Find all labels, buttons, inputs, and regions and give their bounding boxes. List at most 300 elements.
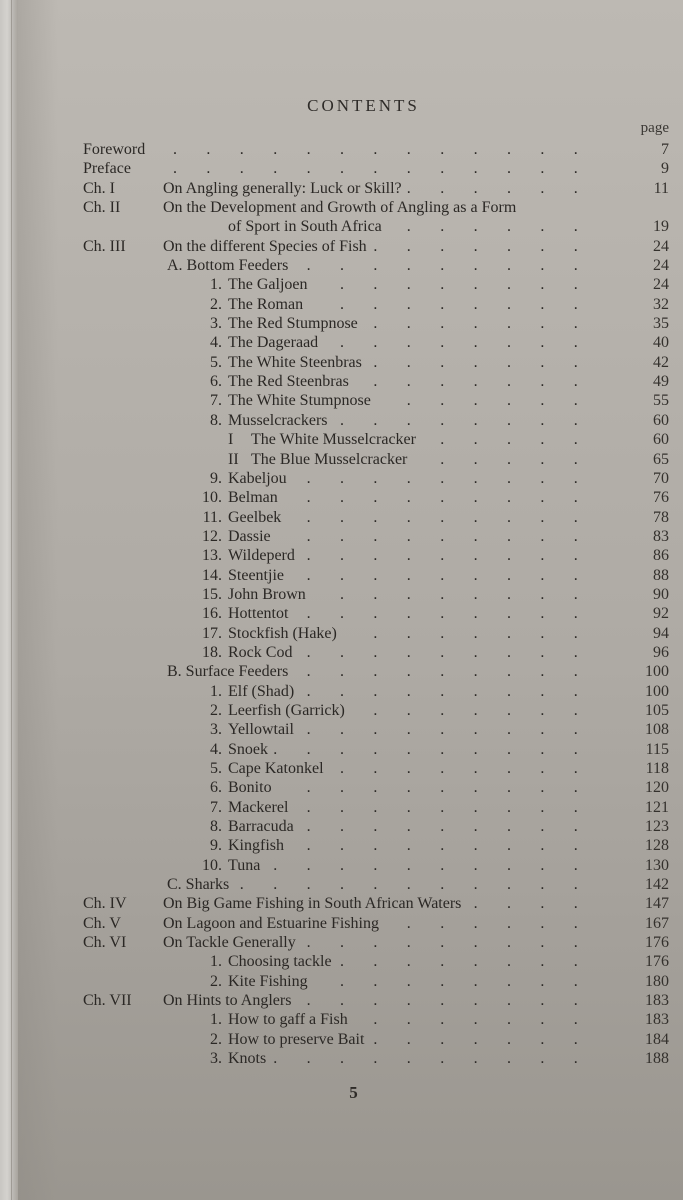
leader-dot: . <box>440 663 445 681</box>
page-column-heading: page <box>640 120 669 136</box>
leader-dot: . <box>373 527 378 545</box>
leader-dot: . <box>573 508 578 526</box>
leader-dot: . <box>573 276 578 294</box>
leader-dot: . <box>507 663 511 681</box>
leader-dot: . <box>473 547 478 565</box>
table-of-contents <box>0 140 683 1069</box>
toc-entry <box>0 914 683 933</box>
leader-dot: . <box>540 1011 545 1029</box>
toc-entry <box>0 856 683 875</box>
leader-dot: . <box>573 837 578 855</box>
leader-dot: . <box>573 469 578 487</box>
leader-dot: . <box>340 295 344 313</box>
leader-dot: . <box>306 992 311 1010</box>
leader-dot: . <box>507 1030 511 1048</box>
leader-dot: . <box>373 934 378 952</box>
leader-dot: . <box>440 489 445 507</box>
leader-dot: . <box>573 257 578 275</box>
toc-entry-label: Ch. IV <box>83 895 127 913</box>
toc-entry-number: 3. <box>210 721 222 739</box>
toc-entry <box>0 488 683 507</box>
leader-dot: . <box>440 392 445 410</box>
toc-entry <box>0 391 683 410</box>
leader-dot: . <box>373 257 378 275</box>
toc-entry-title: The Galjoen <box>228 276 308 294</box>
leader-dot: . <box>573 218 578 236</box>
leader-dot: . <box>373 469 378 487</box>
toc-entry-page: 11 <box>653 179 669 197</box>
toc-entry-page: 86 <box>653 547 669 565</box>
leader-dot: . <box>340 740 344 758</box>
toc-entry <box>0 256 683 275</box>
leader-dot: . <box>406 547 411 565</box>
toc-entry-page: 176 <box>645 953 669 971</box>
leader-dot: . <box>373 160 378 178</box>
leader-dot: . <box>507 431 511 449</box>
leader-dot: . <box>473 682 478 700</box>
toc-entry-title: The White Musselcracker <box>251 431 416 449</box>
leader-dot: . <box>507 353 511 371</box>
leader-dot: . <box>473 160 478 178</box>
leader-dot: . <box>540 760 545 777</box>
leader-dot: . <box>406 295 411 313</box>
leader-dot: . <box>406 334 411 352</box>
toc-entry-title: Kite Fishing <box>228 972 308 990</box>
leader-dot: . <box>473 237 478 255</box>
toc-entry-title: A. Bottom Feeders <box>167 257 289 275</box>
toc-entry-number: 6. <box>210 373 222 391</box>
leader-dot: . <box>373 547 378 565</box>
leader-dot: . <box>406 527 411 545</box>
leader-dot: . <box>540 914 545 932</box>
leader-dot: . <box>306 643 311 661</box>
leader-dot: . <box>473 972 478 990</box>
leader-dot: . <box>340 334 344 352</box>
leader-dot: . <box>573 431 578 449</box>
toc-entry <box>0 624 683 643</box>
leader-dot: . <box>406 1030 411 1048</box>
leader-dot: . <box>573 1030 578 1048</box>
leader-dot: . <box>306 508 311 526</box>
leader-dot: . <box>473 663 478 681</box>
leader-dot: . <box>507 895 511 913</box>
leader-dot: . <box>507 818 511 836</box>
leader-dot: . <box>440 179 445 197</box>
leader-dot: . <box>373 373 378 391</box>
leader-dot: . <box>340 643 344 661</box>
leader-dot: . <box>473 721 478 739</box>
toc-entry-number: 2. <box>210 295 222 313</box>
toc-entry-number: 5. <box>210 760 222 777</box>
leader-dot: . <box>507 953 511 971</box>
leader-dot: . <box>373 876 378 894</box>
leader-dot: . <box>540 779 545 797</box>
toc-entry-label: Ch. V <box>83 914 121 932</box>
toc-entry-title: Cape Katonkel <box>228 760 324 777</box>
toc-entry-number: 3. <box>210 1050 222 1068</box>
toc-entry-title: Belman <box>228 489 278 507</box>
leader-dot: . <box>273 856 278 874</box>
leader-dot: . <box>373 856 378 874</box>
toc-entry <box>0 179 683 198</box>
toc-entry <box>0 875 683 894</box>
toc-entry-title: On Tackle Generally <box>163 934 296 952</box>
toc-entry-page: 130 <box>645 856 669 874</box>
leader-dot: . <box>473 257 478 275</box>
leader-dot: . <box>540 431 545 449</box>
leader-dot: . <box>173 141 177 158</box>
toc-entry <box>0 566 683 585</box>
leader-dot: . <box>507 740 511 758</box>
leader-dot: . <box>540 972 545 990</box>
leader-dot: . <box>573 1011 578 1029</box>
leader-dot: . <box>340 489 344 507</box>
leader-dot: . <box>540 605 545 623</box>
leader-dot: . <box>440 682 445 700</box>
leader-dot: . <box>406 914 411 932</box>
leader-dot: . <box>540 953 545 971</box>
leader-dot: . <box>507 160 511 178</box>
leader-dot: . <box>473 450 478 468</box>
leader-dot: . <box>540 1030 545 1048</box>
toc-entry-number: 6. <box>210 779 222 797</box>
leader-dot: . <box>306 818 311 836</box>
leader-dot: . <box>373 585 378 603</box>
leader-dot: . <box>406 837 411 855</box>
leader-dot: . <box>507 585 511 603</box>
toc-entry-title: Choosing tackle <box>228 953 332 971</box>
toc-entry <box>0 952 683 971</box>
toc-entry-page: 35 <box>653 315 669 333</box>
toc-entry-label: Ch. VI <box>83 934 127 952</box>
toc-entry-page: 128 <box>645 837 669 855</box>
toc-entry-page: 32 <box>653 295 669 313</box>
leader-dot: . <box>306 547 311 565</box>
leader-dot: . <box>540 663 545 681</box>
leader-dot: . <box>373 353 378 371</box>
leader-dot: . <box>573 624 578 642</box>
toc-entry-label: Foreword <box>83 141 146 158</box>
toc-entry <box>0 275 683 294</box>
leader-dot: . <box>440 798 445 816</box>
toc-entry-page: 42 <box>653 353 669 371</box>
leader-dot: . <box>440 701 445 719</box>
toc-entry-title: Kingfish <box>228 837 284 855</box>
toc-entry-title: Elf (Shad) <box>228 682 295 700</box>
leader-dot: . <box>340 508 344 526</box>
contents-title: CONTENTS <box>307 96 420 115</box>
leader-dot: . <box>507 237 511 255</box>
leader-dot: . <box>473 469 478 487</box>
leader-dot: . <box>473 624 478 642</box>
toc-entry-number: 9. <box>210 837 222 855</box>
toc-entry <box>0 720 683 739</box>
leader-dot: . <box>473 334 478 352</box>
toc-entry-page: 100 <box>645 682 669 700</box>
leader-dot: . <box>406 663 411 681</box>
leader-dot: . <box>507 798 511 816</box>
leader-dot: . <box>406 373 411 391</box>
toc-entry-number: 7. <box>210 798 222 816</box>
toc-entry-number: 12. <box>202 527 222 545</box>
leader-dot: . <box>507 489 511 507</box>
leader-dot: . <box>507 257 511 275</box>
leader-dot: . <box>340 257 344 275</box>
leader-dot: . <box>406 1011 411 1029</box>
toc-entry <box>0 682 683 701</box>
leader-dot: . <box>340 527 344 545</box>
leader-dot: . <box>507 141 511 158</box>
toc-entry-title: The White Steenbras <box>228 353 362 371</box>
toc-entry <box>0 1049 683 1068</box>
toc-entry <box>0 333 683 352</box>
toc-entry <box>0 662 683 681</box>
leader-dot: . <box>440 1030 445 1048</box>
toc-entry <box>0 198 683 217</box>
leader-dot: . <box>306 721 311 739</box>
leader-dot: . <box>440 469 445 487</box>
leader-dot: . <box>573 818 578 836</box>
toc-entry <box>0 546 683 565</box>
leader-dot: . <box>340 1050 344 1068</box>
leader-dot: . <box>373 1030 378 1048</box>
leader-dot: . <box>540 160 545 178</box>
leader-dot: . <box>473 876 478 894</box>
leader-dot: . <box>507 218 511 236</box>
leader-dot: . <box>540 682 545 700</box>
leader-dot: . <box>573 992 578 1010</box>
leader-dot: . <box>373 721 378 739</box>
leader-dot: . <box>440 1050 445 1068</box>
leader-dot: . <box>540 566 545 584</box>
toc-entry-title: John Brown <box>228 585 306 603</box>
leader-dot: . <box>306 682 311 700</box>
leader-dot: . <box>406 276 411 294</box>
toc-entry-title: Geelbek <box>228 508 282 526</box>
leader-dot: . <box>507 334 511 352</box>
leader-dot: . <box>540 585 545 603</box>
leader-dot: . <box>473 585 478 603</box>
toc-entry-number: 2. <box>210 972 222 990</box>
leader-dot: . <box>507 992 511 1010</box>
leader-dot: . <box>373 779 378 797</box>
toc-entry-page: 96 <box>653 643 669 661</box>
leader-dot: . <box>473 489 478 507</box>
leader-dot: . <box>507 508 511 526</box>
leader-dot: . <box>473 373 478 391</box>
leader-dot: . <box>239 141 244 158</box>
leader-dot: . <box>507 469 511 487</box>
leader-dot: . <box>406 218 411 236</box>
toc-entry-page: 183 <box>645 1011 669 1029</box>
toc-entry-title: The Roman <box>228 295 304 313</box>
toc-entry-title: Musselcrackers <box>228 411 328 429</box>
leader-dot: . <box>373 334 378 352</box>
leader-dot: . <box>306 663 311 681</box>
leader-dot: . <box>373 701 378 719</box>
leader-dot: . <box>440 315 445 333</box>
leader-dot: . <box>473 141 478 158</box>
leader-dot: . <box>507 876 511 894</box>
toc-entry-title: Steentjie <box>228 566 284 584</box>
leader-dot: . <box>573 953 578 971</box>
toc-entry-page: 118 <box>645 760 669 777</box>
leader-dot: . <box>473 934 478 952</box>
leader-dot: . <box>373 508 378 526</box>
leader-dot: . <box>340 605 344 623</box>
toc-entry-number: 5. <box>210 353 222 371</box>
toc-entry-number: 1. <box>210 1011 222 1029</box>
toc-entry-page: 120 <box>645 779 669 797</box>
leader-dot: . <box>340 276 344 294</box>
toc-entry-number: 2. <box>210 701 222 719</box>
toc-entry <box>0 430 683 449</box>
leader-dot: . <box>473 605 478 623</box>
toc-entry-page: 55 <box>653 392 669 410</box>
leader-dot: . <box>306 469 311 487</box>
leader-dot: . <box>473 295 478 313</box>
leader-dot: . <box>507 1050 511 1068</box>
leader-dot: . <box>540 547 545 565</box>
leader-dot: . <box>507 547 511 565</box>
leader-dot: . <box>306 934 311 952</box>
leader-dot: . <box>373 760 378 777</box>
leader-dot: . <box>540 237 545 255</box>
toc-entry-page: 65 <box>653 450 669 468</box>
toc-entry-page: 92 <box>653 605 669 623</box>
leader-dot: . <box>406 701 411 719</box>
toc-entry <box>0 643 683 662</box>
leader-dot: . <box>306 566 311 584</box>
leader-dot: . <box>273 740 278 758</box>
leader-dot: . <box>340 992 344 1010</box>
toc-entry-page: 94 <box>653 624 669 642</box>
leader-dot: . <box>440 160 445 178</box>
toc-entry <box>0 1030 683 1049</box>
leader-dot: . <box>306 257 311 275</box>
leader-dot: . <box>340 972 344 990</box>
toc-entry-title: Knots <box>228 1050 267 1068</box>
leader-dot: . <box>340 934 344 952</box>
leader-dot: . <box>573 489 578 507</box>
leader-dot: . <box>540 141 545 158</box>
leader-dot: . <box>440 643 445 661</box>
toc-entry-page: 19 <box>653 218 669 236</box>
leader-dot: . <box>440 624 445 642</box>
leader-dot: . <box>507 837 511 855</box>
leader-dot: . <box>340 141 344 158</box>
toc-entry-page: 78 <box>653 508 669 526</box>
leader-dot: . <box>473 914 478 932</box>
toc-entry-number: 3. <box>210 315 222 333</box>
leader-dot: . <box>440 914 445 932</box>
leader-dot: . <box>540 624 545 642</box>
toc-entry <box>0 411 683 430</box>
leader-dot: . <box>406 972 411 990</box>
leader-dot: . <box>573 527 578 545</box>
toc-entry-title: The White Stumpnose <box>228 392 371 410</box>
leader-dot: . <box>406 953 411 971</box>
toc-entry-number: 7. <box>210 392 222 410</box>
leader-dot: . <box>507 315 511 333</box>
toc-entry-title: Snoek <box>228 740 268 758</box>
leader-dot: . <box>540 218 545 236</box>
toc-entry-number: 10. <box>202 489 222 507</box>
leader-dot: . <box>440 856 445 874</box>
toc-entry-page: 167 <box>645 914 669 932</box>
leader-dot: . <box>573 566 578 584</box>
leader-dot: . <box>306 856 311 874</box>
leader-dot: . <box>340 566 344 584</box>
leader-dot: . <box>573 160 578 178</box>
leader-dot: . <box>406 876 411 894</box>
toc-entry-page: 40 <box>653 334 669 352</box>
leader-dot: . <box>406 643 411 661</box>
toc-entry-page: 147 <box>645 895 669 913</box>
leader-dot: . <box>306 527 311 545</box>
toc-entry-number: 1. <box>210 276 222 294</box>
leader-dot: . <box>473 837 478 855</box>
toc-entry <box>0 991 683 1010</box>
toc-entry-number: II <box>228 450 239 468</box>
leader-dot: . <box>473 856 478 874</box>
leader-dot: . <box>340 779 344 797</box>
leader-dot: . <box>473 276 478 294</box>
leader-dot: . <box>406 798 411 816</box>
leader-dot: . <box>306 837 311 855</box>
leader-dot: . <box>440 334 445 352</box>
leader-dot: . <box>540 353 545 371</box>
toc-entry-title: Stockfish (Hake) <box>228 624 337 642</box>
leader-dot: . <box>373 605 378 623</box>
leader-dot: . <box>473 992 478 1010</box>
leader-dot: . <box>507 276 511 294</box>
toc-entry <box>0 508 683 527</box>
leader-dot: . <box>340 682 344 700</box>
leader-dot: . <box>306 160 311 178</box>
leader-dot: . <box>573 895 578 913</box>
toc-entry-page: 90 <box>653 585 669 603</box>
leader-dot: . <box>340 837 344 855</box>
leader-dot: . <box>473 779 478 797</box>
toc-entry <box>0 527 683 546</box>
toc-entry-title: Dassie <box>228 527 271 545</box>
toc-entry-title: Barracuda <box>228 818 294 836</box>
leader-dot: . <box>440 237 445 255</box>
leader-dot: . <box>573 585 578 603</box>
leader-dot: . <box>440 450 445 468</box>
toc-entry-page: 100 <box>645 663 669 681</box>
toc-entry-page: 176 <box>645 934 669 952</box>
toc-entry-page: 184 <box>645 1030 669 1048</box>
leader-dot: . <box>373 276 378 294</box>
leader-dot: . <box>340 876 344 894</box>
toc-entry-number: 2. <box>210 1030 222 1048</box>
leader-dot: . <box>473 740 478 758</box>
toc-entry-number: 15. <box>202 585 222 603</box>
leader-dot: . <box>406 411 411 429</box>
leader-dot: . <box>507 721 511 739</box>
leader-dot: . <box>540 469 545 487</box>
leader-dot: . <box>306 876 311 894</box>
leader-dot: . <box>507 856 511 874</box>
leader-dot: . <box>440 257 445 275</box>
leader-dot: . <box>440 818 445 836</box>
toc-entry-page: 7 <box>661 141 669 158</box>
leader-dot: . <box>373 992 378 1010</box>
toc-entry <box>0 237 683 256</box>
leader-dot: . <box>573 934 578 952</box>
